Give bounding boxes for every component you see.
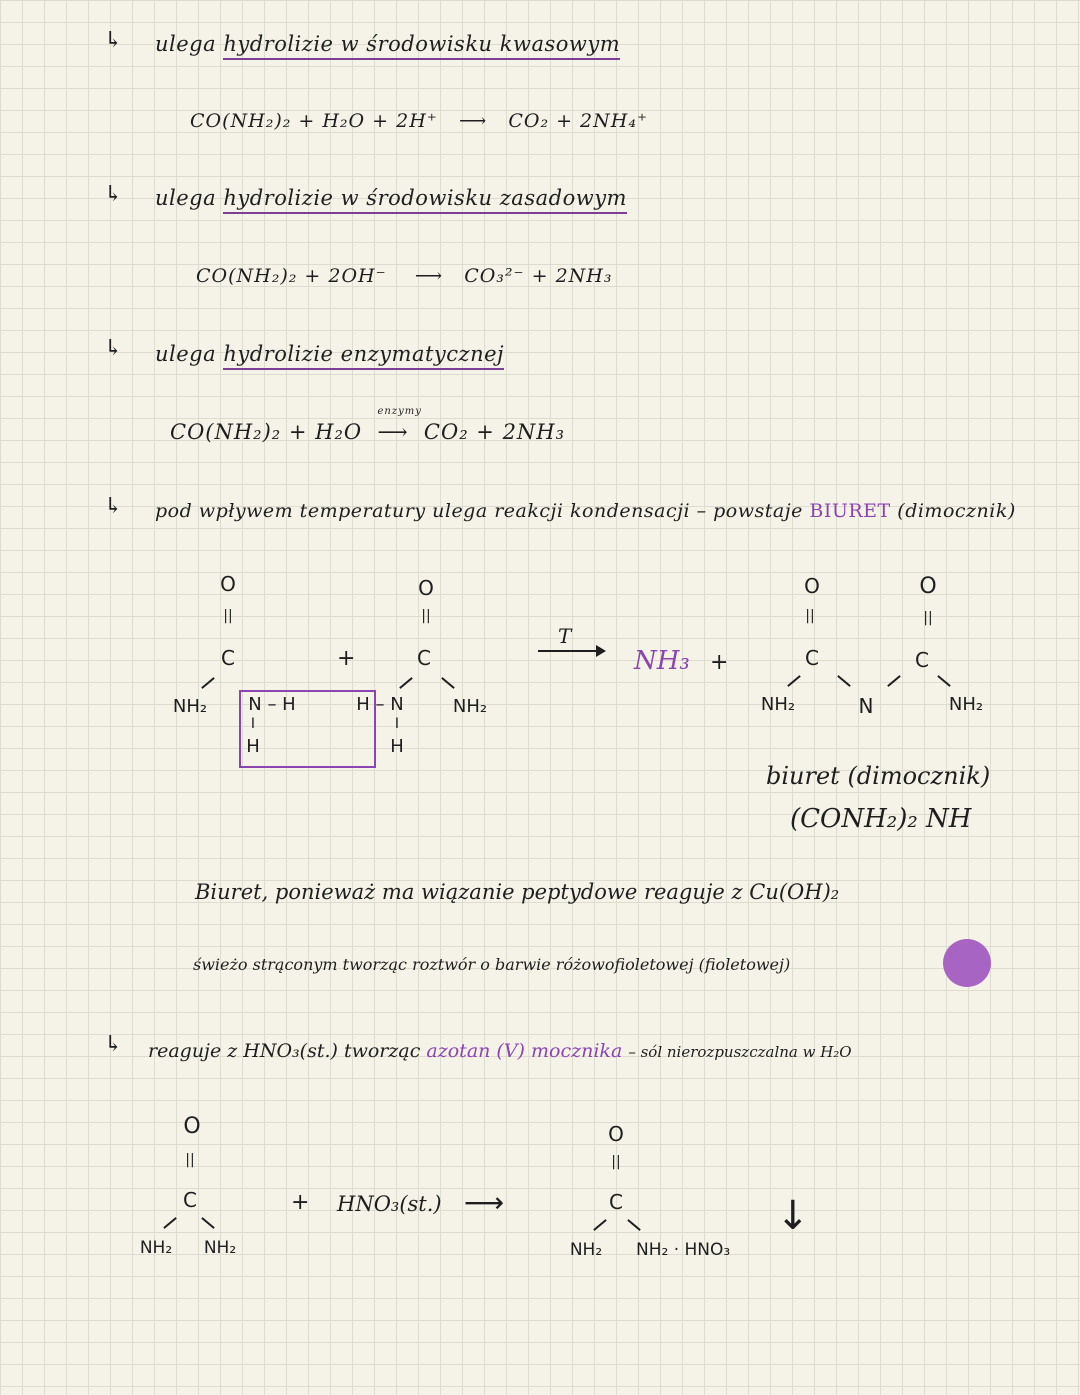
bullet-arrow-icon: ↳	[104, 28, 123, 53]
plus-sign: +	[337, 646, 356, 671]
biuret-test-note-line2: świeżo strąconym tworząc roztwór o barwie różowofioletowej (fioletowej)	[193, 955, 791, 974]
atom-oxygen: O	[608, 1122, 624, 1146]
double-bond: ||	[185, 1152, 195, 1168]
section5-text1: reaguje z HNO₃(st.) tworząc	[148, 1040, 421, 1062]
atom-carbon: C	[183, 1188, 197, 1212]
bond-line	[627, 1219, 641, 1231]
section1-heading	[155, 32, 620, 56]
bond-line	[593, 1219, 607, 1231]
atom-oxygen: O	[220, 572, 236, 596]
bond-line	[441, 677, 455, 689]
eq3-reactants: CO(NH₂)₂ + H₂O	[170, 420, 363, 444]
bullet-arrow-icon: ↳	[104, 494, 123, 519]
atom-nh2: NH₂	[452, 696, 488, 717]
bond-line	[163, 1217, 177, 1229]
bond-line	[887, 675, 901, 687]
bond-line	[201, 677, 215, 689]
atom-oxygen: O	[804, 574, 820, 598]
atom-h-n: H – N	[356, 694, 404, 715]
double-bond: ||	[421, 608, 431, 624]
bullet-arrow-icon: ↳	[104, 182, 123, 207]
section5-text2: – sól nierozpuszczalna w H₂O	[628, 1043, 852, 1061]
equation-basic-hydrolysis	[196, 265, 612, 287]
atom-hydrogen: H	[390, 736, 404, 757]
double-bond: ||	[923, 610, 933, 626]
section3-heading	[155, 342, 504, 366]
eq1-arrow: ⟶	[458, 110, 488, 132]
section1-underlined-text: hydrolizie w środowisku kwasowym	[223, 32, 620, 60]
reaction-arrow	[538, 650, 604, 652]
biuret-name: biuret (dimocznik)	[766, 762, 991, 790]
biuret-formula: (CONH₂)₂ NH	[790, 804, 972, 834]
urea-nitrate-highlight: azotan (V) mocznika	[426, 1040, 623, 1062]
single-bond: I	[394, 716, 400, 732]
atom-nh2: NH₂	[760, 694, 796, 715]
section4-text: pod wpływem temperatury ulega reakcji kondensacji – powstaje	[155, 500, 803, 522]
eliminated-nh3-highlight-box	[239, 690, 376, 768]
bond-line	[787, 675, 801, 687]
atom-carbon: C	[805, 646, 819, 670]
eq2-reactants: CO(NH₂)₂ + 2OH⁻	[196, 265, 387, 287]
eq1-products: CO₂ + 2NH₄⁺	[508, 110, 648, 132]
reagent-nitric-acid: HNO₃(st.)	[337, 1192, 442, 1216]
section2-heading	[155, 186, 627, 210]
atom-nh2: NH₂	[139, 1238, 173, 1258]
section2-underlined-text: hydrolizie w środowisku zasadowym	[223, 186, 627, 214]
double-bond: ||	[805, 608, 815, 624]
bond-line	[937, 675, 951, 687]
atom-carbon: C	[609, 1190, 623, 1214]
precipitate-arrow-icon: ↓	[776, 1193, 810, 1239]
biuret-test-note-line1: Biuret, ponieważ ma wiązanie peptydowe reaguje z Cu(OH)₂	[195, 880, 840, 904]
bond-line	[201, 1217, 215, 1229]
eq2-products: CO₃²⁻ + 2NH₃	[464, 265, 613, 287]
eq1-reactants: CO(NH₂)₂ + H₂O + 2H⁺	[190, 110, 438, 132]
atom-oxygen: O	[919, 574, 937, 599]
atom-nh2: NH₂	[948, 694, 984, 715]
plus-sign: +	[291, 1190, 310, 1215]
arrow-label-temperature: T	[558, 624, 572, 648]
atom-nitrogen: N	[858, 694, 874, 718]
section5-heading	[148, 1040, 852, 1062]
salt-nh2-hno3: NH₂ · HNO₃	[636, 1240, 731, 1260]
eq3-arrow: ⟶	[377, 420, 409, 444]
bond-line	[837, 675, 851, 687]
atom-nh2: NH₂	[203, 1238, 237, 1258]
eq2-arrow: ⟶	[414, 265, 444, 287]
bullet-arrow-icon: ↳	[104, 1032, 123, 1057]
double-bond: ||	[611, 1154, 621, 1170]
section3-underlined-text: hydrolizie enzymatycznej	[223, 342, 504, 370]
equation-enzymatic-hydrolysis	[170, 406, 566, 444]
atom-carbon: C	[417, 646, 431, 670]
atom-oxygen: O	[418, 576, 434, 600]
atom-oxygen: O	[183, 1114, 201, 1139]
section4-heading	[155, 500, 1016, 522]
biuret-highlight: BIURET	[809, 500, 891, 522]
eq3-arrow-group	[377, 406, 422, 444]
eq3-products: CO₂ + 2NH₃	[423, 420, 566, 444]
section3-text: ulega	[155, 342, 217, 366]
atom-nh2: NH₂	[172, 696, 208, 717]
section2-text: ulega	[155, 186, 217, 210]
atom-carbon: C	[915, 648, 929, 672]
double-bond: ||	[223, 608, 233, 624]
plus-sign: +	[710, 650, 729, 675]
single-bond: I	[250, 716, 256, 732]
equation-acidic-hydrolysis	[190, 110, 648, 132]
violet-color-swatch	[943, 939, 991, 987]
atom-n-h: N – H	[248, 694, 296, 715]
section1-text: ulega	[155, 32, 217, 56]
bond-line	[399, 677, 413, 689]
reaction-arrow: ⟶	[464, 1186, 505, 1219]
atom-carbon: C	[221, 646, 235, 670]
product-ammonia: NH₃	[634, 646, 690, 676]
section4-text-after: (dimocznik)	[897, 500, 1016, 522]
atom-hydrogen: H	[246, 736, 260, 757]
eq3-arrow-label: enzymy	[377, 406, 422, 417]
arrow-head-icon	[596, 645, 606, 657]
bullet-arrow-icon: ↳	[104, 336, 123, 361]
atom-nh2: NH₂	[569, 1240, 603, 1260]
